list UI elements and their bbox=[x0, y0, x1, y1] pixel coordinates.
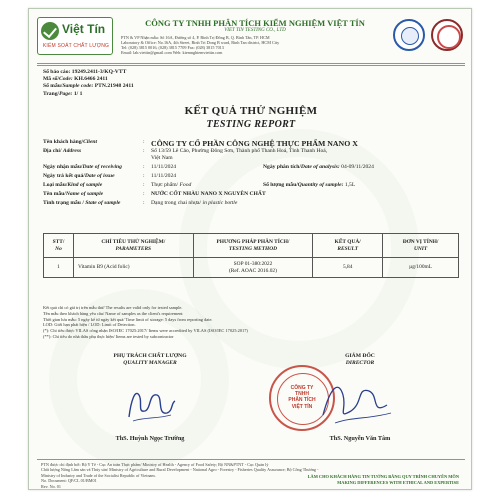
quality-manager-name: ThS. Huỳnh Ngọc Trường bbox=[115, 435, 185, 442]
footer-line: Ministry of Industry and Trade of the Socialist Republic of Vietnam. bbox=[41, 472, 156, 478]
footer-line: PTN được chỉ định bởi: Bộ Y Tế - Cục An toàn Thực phẩm/ Ministry of Health - Agency of Food Safety; Bộ NN&PTNT - Cục Quản lý bbox=[41, 462, 269, 467]
quality-manager-signature bbox=[121, 381, 181, 427]
sample-state: Dạng trong chai nhựa/ bbox=[151, 200, 202, 206]
director-title: GIÁM ĐỐC bbox=[345, 353, 375, 359]
footer-line: Rev. No. 01 bbox=[41, 483, 61, 489]
quantity-group: Số lượng mẫu/Quantity of sample: 1,5L bbox=[263, 182, 356, 188]
column-header: ĐƠN VỊ TÍNH/ UNIT bbox=[383, 234, 459, 258]
table-header-row bbox=[44, 234, 459, 258]
sample-code: KH.6466 2411 bbox=[74, 76, 108, 83]
column-header: CHỈ TIÊU THỬ NGHIỆM/ PARAMETERS bbox=[73, 234, 193, 258]
footer-slogan: LÀM CHO KHÁCH HÀNG TIN TƯỞNG BẰNG QUY TRÌNH CHUYÊN MÔN MAKING DIFFERENCES WITH ETHICAL AND EXPERTISE bbox=[307, 474, 459, 485]
note-line: Tên mẫu theo khách hàng yêu cầu/ Name of samples as the client's requirement bbox=[43, 310, 183, 316]
divider bbox=[37, 63, 465, 64]
report-identifiers: Số báo cáo: 19249.2411-3/KQ-VTT Mã số/Code: KH.6466 2411 Số mẫu/Sample code: PTN.21948 2411 Trang/Page: 1/ 1 bbox=[43, 69, 134, 97]
result-unit: µg/100mL bbox=[383, 258, 459, 278]
column-header: KẾT QUẢ/ RESULT bbox=[313, 234, 383, 258]
table-row bbox=[44, 258, 459, 278]
report-title-en: TESTING REPORT bbox=[206, 119, 296, 130]
result-value: 5,84 bbox=[313, 258, 383, 278]
address-line: Tel: (028) 3815 0016, (028) 3815 7709 Fax: (028) 3815 7013 bbox=[121, 45, 224, 50]
sample-name: NƯỚC CỐT NHÀU NANO X NGUYÊN CHẤT bbox=[151, 191, 266, 197]
address-line: Email: lab.viettin@gmail.com Web: kiemnghiemviettin.com bbox=[121, 50, 223, 55]
letterhead bbox=[37, 17, 465, 61]
certification-seal-icon bbox=[393, 19, 425, 51]
company-name-en: VIET TIN TESTING CO., LTD bbox=[224, 28, 286, 33]
divider bbox=[37, 459, 465, 460]
note-line: Kết quả chỉ có giá trị trên mẫu thử/ The results are valid only for tested sample. bbox=[43, 305, 183, 310]
sample-kind: Thực phẩm/ bbox=[151, 182, 179, 188]
page-number: 1/ 1 bbox=[73, 90, 83, 97]
column-header: STT/ No bbox=[44, 234, 74, 258]
check-icon bbox=[41, 22, 59, 40]
address-line: PTN & VP Nhận mẫu: Số 16A, Đường số 4, P. Bình Trị Đông B, Q. Bình Tân, TP. HCM bbox=[121, 35, 270, 40]
company-logo: Việt Tín KIỂM SOÁT CHẤT LƯỢNG bbox=[37, 17, 113, 55]
director-signature bbox=[317, 375, 397, 431]
customer-name: CÔNG TY CỔ PHẦN CÔNG NGHỆ THỰC PHẨM NANO X bbox=[151, 139, 358, 148]
address-line: Laboratory & Office: No.16A, 4th Street, Binh Tri Dong B ward, Binh Tan district, HCM City bbox=[121, 40, 280, 45]
analysis-date: 04-09/11/2024 bbox=[341, 164, 374, 170]
report-page: Việt Tín KIỂM SOÁT CHẤT LƯỢNG CÔNG TY TNHH PHÂN TÍCH KIỂM NGHIỆM VIỆT TÍN VIET TIN TESTING CO., LTD PTN & VP Nhận mẫu: Số 16A, Đường số 4, P. Bình Trị Đông B, Q. Bình Tân, TP. HCM Laboratory & Office: No.16A, 4th Street, Binh Tri Dong B ward, Binh Tan district, HCM City Tel: (028) 3815 0016, (028) 3815 7709 Fax: (028) 3815 7013 Email: lab.viettin@gmail.com Web: kiemnghiemviettin.com Số báo cáo: 19249.2411-3/KQ-VTT Mã số/Code: KH.6466 2411 Số mẫu/Sample code: PTN.21948 2411 Trang/Page: 1/ 1 KẾT QUẢ THỬ NGHIỆM TESTING REPORT Tên khách hàng/Client : CÔNG TY CỔ PHẦN CÔNG NGHỆ THỰC PHẨM NANO X Địa chỉ/ Address : Số 13/59 Lê Cảo, Phường Đông Sơn, Thành phố Thanh Hoá, Tỉnh Thanh Hoá, Việt Nam Ngày nhận mẫu/Date of receiving : 11/11/2024 Ngày phân tích/Date of analysis: 04-09/11/2024 Ngày trả kết quả/Date of issue : 11/11/2024 Loại mẫu/Kind of sample : Thực phẩm/ Food Số lượng mẫu/Quantity of sample: 1,5L Tên mẫu/Name of sample : NƯỚC CỐT NHÀU NANO X NGUYÊN CHẤT Tình trạng mẫu / State of sample : Dạng trong chai nhựa/ in plastic bottle STT/ No CHỈ TIÊU THỬ NGHIỆM/ PARAMETERS PHƯƠNG PHÁP PHÂN TÍCH/ TESTING METHOD KẾT QUẢ/ RESULT ĐƠN VỊ TÍNH/ UNIT 1 Vitamin B9 (Acid folic) SOP 01-380:2022 (Ref. AOAC 2016.02) 5,84 µg/100mL Kết quả chỉ có giá trị trên mẫu thử/ The results are valid only for tested sample. Tên mẫu theo khách hàng yêu cầu/ Name of samples as the client's requirement Thời gian lưu mẫu: 5 ngày kể từ ngày kết quả/ Time limit of storage: 5 days from reporting date. LOD: Giới hạn phát hiện / LOD: Limit of Detection. (*): Chỉ tiêu được VILAS công nhận ISO/IEC 17025:2017/ Items were accredited by VILAS (ISO/IEC 17025:2017) (**): Chỉ tiêu do nhà thầu phụ thực hiện/ Items are tested by subcontractor PHỤ TRÁCH CHẤT LƯỢNG QUALITY MANAGER GIÁM ĐỐC DIRECTOR CÔNG TY TNHH PHÂN TÍCH VIỆT TÍN ThS. Huỳnh Ngọc Trường ThS. Nguyễn Văn Tâm PTN được chỉ định bởi: Bộ Y Tế - Cục An toàn Thực phẩm/ Ministry of Health - Agency of Food Safety; Bộ NN&PTNT - Cục Quản lý Chất lượng Nông Lâm sản và Thủy sản/ Ministry of Agriculture and Rural Development - National Agro - Forestry - Fisheries Quality Assurance; Bộ Công Thương - Ministry of Industry and Trade of the Socialist Republic of Vietnam. No. Document: QF/CL 01/BM01 Rev. No. 01 LÀM CHO KHÁCH HÀNG TIN TƯỞNG BẰNG QUY TRÌNH CHUYÊN MÔN MAKING DIFFERENCES WITH ETHICAL AND EXPERTISE bbox=[28, 8, 472, 490]
testing-method: SOP 01-380:2022 (Ref. AOAC 2016.02) bbox=[193, 258, 313, 278]
issue-date: 11/11/2024 bbox=[151, 173, 177, 179]
accreditation-seal-icon bbox=[431, 19, 463, 51]
company-stamp-text: CÔNG TY TNHH PHÂN TÍCH VIỆT TÍN bbox=[288, 385, 316, 410]
director-name: ThS. Nguyễn Văn Tâm bbox=[329, 435, 391, 442]
quality-manager-title: PHỤ TRÁCH CHẤT LƯỢNG bbox=[113, 353, 187, 359]
received-date: 11/11/2024 bbox=[151, 164, 177, 170]
sample-number: PTN.21948 2411 bbox=[94, 83, 134, 90]
footer-line: Chất lượng Nông Lâm sản và Thủy sản/ Ministry of Agriculture and Rural Development - National Agro - Forestry - Fisheries Quality Assurance; Bộ Công Thương - bbox=[41, 467, 319, 473]
sample-quantity: 1,5L bbox=[344, 182, 356, 188]
report-title: KẾT QUẢ THỬ NGHIỆM bbox=[184, 105, 318, 117]
note-line: Thời gian lưu mẫu: 5 ngày kể từ ngày kết quả/ Time limit of storage: 5 days from reporting date. bbox=[43, 316, 213, 322]
customer-address: Số 13/59 Lê Cảo, Phường Đông Sơn, Thành phố Thanh Hoá, Tỉnh Thanh Hoá, bbox=[151, 148, 328, 154]
row-number: 1 bbox=[44, 258, 74, 278]
results-table bbox=[43, 233, 459, 278]
footer-line: No. Document: QF/CL 01/BM01 bbox=[41, 478, 97, 484]
note-line: LOD: Giới hạn phát hiện / LOD: Limit of Detection. bbox=[43, 322, 136, 328]
company-name: CÔNG TY TNHH PHÂN TÍCH KIỂM NGHIỆM VIỆT TÍN bbox=[145, 18, 365, 28]
report-number: 19249.2411-3/KQ-VTT bbox=[71, 69, 127, 75]
note-line: (*): Chỉ tiêu được VILAS công nhận ISO/IEC 17025:2017/ Items were accredited by VILAS (ISO/IEC 17025:2017) bbox=[43, 328, 248, 334]
parameter-name: Vitamin B9 (Acid folic) bbox=[73, 258, 193, 278]
director-title-en: DIRECTOR bbox=[345, 360, 375, 366]
divider bbox=[37, 65, 465, 66]
column-header: PHƯƠNG PHÁP PHÂN TÍCH/ TESTING METHOD bbox=[193, 234, 313, 258]
analysis-date-group: Ngày phân tích/Date of analysis: 04-09/11/2024 bbox=[263, 164, 374, 170]
note-line: (**): Chỉ tiêu do nhà thầu phụ thực hiện/ Items are tested by subcontractor bbox=[43, 333, 174, 339]
report-notes bbox=[43, 305, 463, 340]
quality-manager-title-en: QUALITY MANAGER bbox=[123, 360, 177, 366]
